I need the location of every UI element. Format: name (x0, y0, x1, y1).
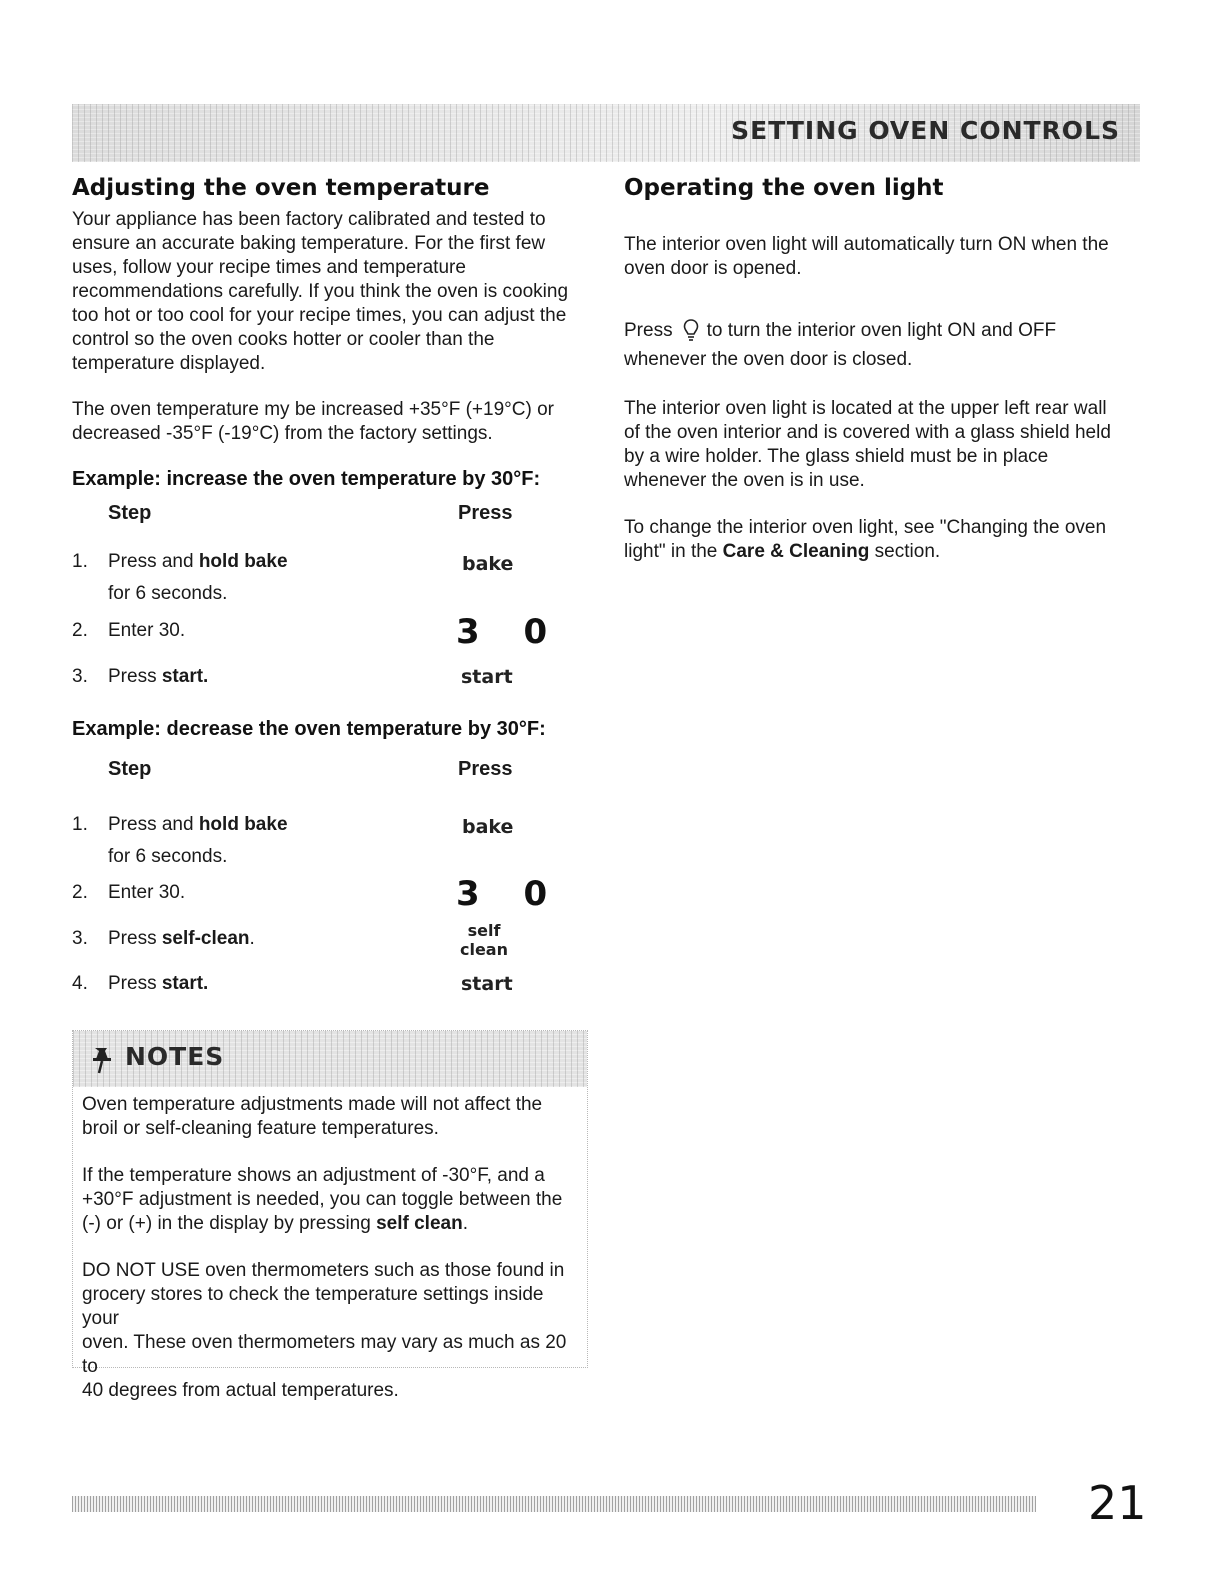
range-paragraph (72, 398, 592, 446)
press-column-header: Press (458, 758, 513, 780)
step-subtext: for 6 seconds. (108, 583, 228, 604)
text-line: Your appliance has been factory calibrated and tested to (72, 209, 546, 230)
heading-oven-light: Operating the oven light (624, 175, 944, 201)
text-line: To change the interior oven light, see "Changing the oven (624, 517, 1107, 538)
pushpin-icon (89, 1045, 115, 1080)
example-increase-title: Example: increase the oven temperature by 30°F: (72, 468, 541, 490)
text-line: 40 degrees from actual temperatures. (82, 1380, 399, 1401)
text-line: ensure an accurate baking temperature. For the first few (72, 233, 546, 254)
text-line: Press to turn the interior oven light ON and OFF (624, 318, 1144, 348)
text-line: oven. These oven thermometers may vary as much as 20 to (82, 1332, 567, 1377)
text-line: broil or self-cleaning feature temperatures. (82, 1118, 439, 1139)
text-line: light" in the Care & Cleaning section. (624, 541, 941, 562)
page-number: 21 (1088, 1476, 1147, 1530)
text-line: The interior oven light will automatically turn ON when the (624, 234, 1109, 255)
footer-rule (72, 1496, 1036, 1512)
text-line: by a wire holder. The glass shield must be in place (624, 446, 1049, 467)
step-text: Press start. (108, 973, 209, 994)
step-text: Enter 30. (108, 882, 186, 903)
text-line: (-) or (+) in the display by pressing self clean. (82, 1213, 468, 1234)
heading-adjusting-temperature: Adjusting the oven temperature (72, 175, 490, 201)
number-keys-3-0: 3 0 (456, 612, 564, 652)
text-line: oven door is opened. (624, 258, 802, 279)
text-line: too hot or too cool for your recipe times, you can adjust the (72, 305, 567, 326)
text-line: temperature displayed. (72, 353, 266, 374)
text-line: decreased -35°F (-19°C) from the factory settings. (72, 423, 493, 444)
press-column-header: Press (458, 502, 513, 524)
light-bulb-icon (683, 318, 699, 349)
step-number: 1. (72, 551, 88, 572)
step-text: Press start. (108, 666, 209, 687)
text-line: grocery stores to check the temperature settings inside your (82, 1284, 544, 1329)
notes-box (72, 1030, 588, 1401)
step-number: 2. (72, 882, 88, 903)
step-text: Press and hold bake (108, 814, 288, 835)
notes-header (73, 1031, 587, 1087)
text-line: DO NOT USE oven thermometers such as those found in (82, 1260, 565, 1281)
text-line: Oven temperature adjustments made will not affect the (82, 1094, 543, 1115)
key-label-line: clean (459, 940, 508, 959)
note-thermometers (82, 1259, 582, 1403)
self-clean-key (454, 921, 514, 959)
light-press-paragraph (624, 318, 1144, 372)
key-label-line: self (467, 921, 501, 940)
section-banner (72, 104, 1140, 162)
light-change-paragraph (624, 516, 1144, 564)
step-number: 4. (72, 973, 88, 994)
step-subtext: for 6 seconds. (108, 846, 228, 867)
text-line: uses, follow your recipe times and temperature (72, 257, 466, 278)
step-column-header: Step (108, 758, 152, 780)
text-line: control so the oven cooks hotter or cooler than the (72, 329, 495, 350)
text-line: of the oven interior and is covered with a glass shield held (624, 422, 1111, 443)
step-column-header: Step (108, 502, 152, 524)
step-text: Press self-clean. (108, 928, 255, 949)
step-text: Enter 30. (108, 620, 186, 641)
notes-title: NOTES (125, 1042, 225, 1071)
light-auto-paragraph (624, 233, 1144, 281)
text-line: If the temperature shows an adjustment of -30°F, and a (82, 1165, 545, 1186)
number-keys-3-0: 3 0 (456, 874, 564, 914)
bake-key: bake (462, 816, 514, 838)
text-line: The oven temperature my be increased +35°F (+19°C) or (72, 399, 554, 420)
text-line: recommendations carefully. If you think the oven is cooking (72, 281, 569, 302)
example-decrease-title: Example: decrease the oven temperature by 30°F: (72, 718, 546, 740)
step-number: 1. (72, 814, 88, 835)
text-line: whenever the oven door is closed. (624, 349, 913, 370)
start-key: start (461, 973, 513, 995)
step-number: 2. (72, 620, 88, 641)
light-location-paragraph (624, 397, 1144, 493)
step-text: Press and hold bake (108, 551, 288, 572)
section-title: SETTING OVEN CONTROLS (731, 116, 1120, 145)
step-number: 3. (72, 666, 88, 687)
intro-paragraph (72, 208, 592, 376)
bake-key: bake (462, 553, 514, 575)
text-line: The interior oven light is located at the upper left rear wall (624, 398, 1107, 419)
step-number: 3. (72, 928, 88, 949)
text-line: whenever the oven is in use. (624, 470, 865, 491)
note-adjustment-effect (82, 1093, 582, 1141)
start-key: start (461, 666, 513, 688)
text-line: +30°F adjustment is needed, you can toggle between the (82, 1189, 563, 1210)
note-toggle-sign (82, 1164, 582, 1236)
